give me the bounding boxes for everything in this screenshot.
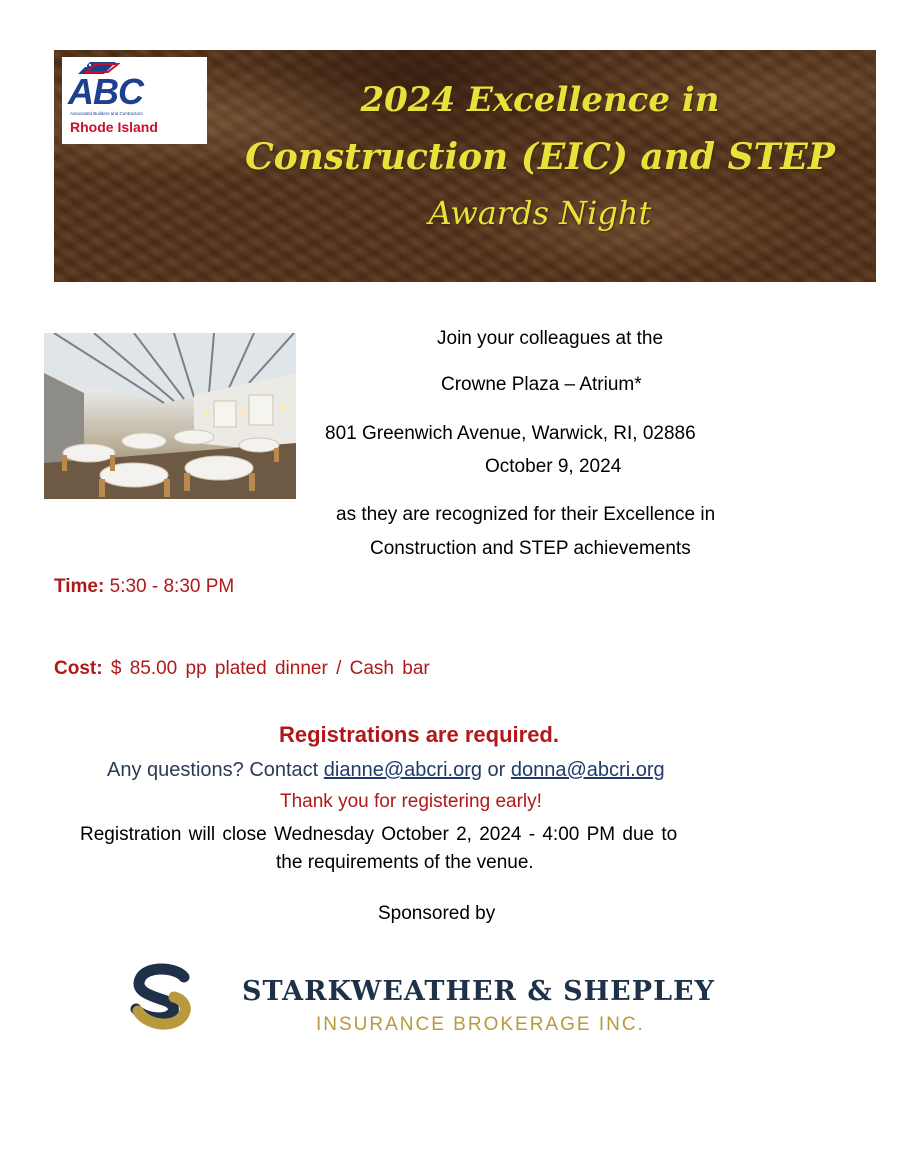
event-time bbox=[54, 576, 234, 598]
cost-label: Cost: bbox=[54, 658, 103, 679]
abc-logo-tagline: Associated Builders and Contractors bbox=[70, 111, 143, 116]
time-label: Time: bbox=[54, 576, 105, 597]
title-line-1: 2024 Excellence in bbox=[360, 80, 720, 120]
venue-name: Crowne Plaza – Atrium* bbox=[441, 374, 642, 395]
thank-you-text: Thank you for registering early! bbox=[280, 791, 542, 812]
time-value: 5:30 - 8:30 PM bbox=[109, 576, 235, 597]
intro-text: Join your colleagues at the bbox=[437, 328, 664, 349]
abc-logo-letters: ABC bbox=[68, 71, 143, 112]
sponsor-name: STARKWEATHER & SHEPLEY bbox=[242, 976, 715, 1007]
abc-logo bbox=[62, 57, 207, 144]
title-line-2: Construction (EIC) and STEP bbox=[245, 136, 835, 178]
email-link-donna[interactable]: donna@abcri.org bbox=[510, 759, 665, 781]
cost-value: $ 85.00 pp plated dinner / Cash bar bbox=[110, 658, 430, 679]
questions-line bbox=[107, 759, 665, 782]
event-date: October 9, 2024 bbox=[485, 456, 622, 477]
questions-prefix: Any questions? Contact bbox=[107, 759, 324, 781]
sponsored-by-label: Sponsored by bbox=[378, 903, 496, 924]
abc-logo-chapter: Rhode Island bbox=[70, 119, 158, 135]
purpose-line-1: as they are recognized for their Excellence in bbox=[336, 504, 716, 525]
header-banner bbox=[54, 50, 876, 282]
event-title bbox=[204, 74, 876, 238]
registration-close-line-2: the requirements of the venue. bbox=[276, 852, 534, 873]
email-link-dianne[interactable]: dianne@abcri.org bbox=[323, 759, 482, 781]
sponsor-subtitle: INSURANCE BROKERAGE INC. bbox=[316, 1014, 645, 1035]
questions-mid: or bbox=[481, 759, 511, 781]
registration-required: Registrations are required. bbox=[279, 722, 559, 747]
purpose-line-2: Construction and STEP achievements bbox=[370, 538, 691, 559]
venue-photo bbox=[44, 333, 296, 499]
venue-address: 801 Greenwich Avenue, Warwick, RI, 02886 bbox=[325, 423, 696, 444]
title-line-3: Awards Night bbox=[428, 194, 652, 232]
registration-close-line-1: Registration will close Wednesday October 2, 2024 - 4:00 PM due to bbox=[80, 824, 678, 845]
sponsor-logo-icon bbox=[126, 963, 196, 1037]
event-cost bbox=[54, 658, 430, 680]
